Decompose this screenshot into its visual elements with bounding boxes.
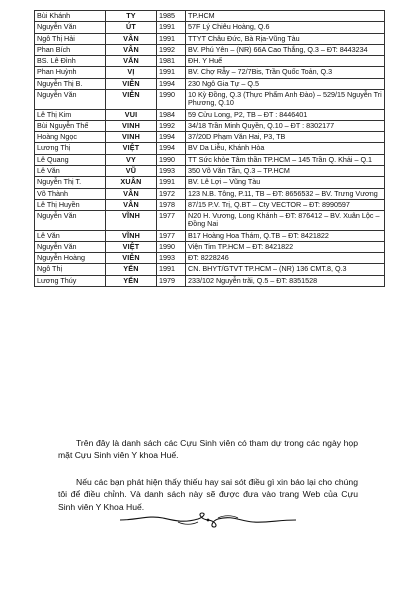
member-last-name: Ngô Thị <box>35 264 106 275</box>
graduation-year: 1985 <box>157 11 186 22</box>
member-address: 350 Võ Văn Tần, Q.3 – TP.HCM <box>186 165 385 176</box>
graduation-year: 1990 <box>157 154 186 165</box>
member-last-name: Hoàng Ngọc <box>35 132 106 143</box>
member-last-name: Nguyễn Văn <box>35 211 106 231</box>
member-address: CN. BHYT/GTVT TP.HCM – (NR) 136 CMT.8, Q.3 <box>186 264 385 275</box>
member-address: 233/102 Nguyễn trãi, Q.5 – ĐT: 8351528 <box>186 275 385 286</box>
member-last-name: Lê Thị Huyền <box>35 199 106 210</box>
member-first-name: VŨ <box>106 165 157 176</box>
roster-row <box>35 67 385 78</box>
roster-row <box>35 165 385 176</box>
roster-row <box>35 132 385 143</box>
member-first-name: VÂN <box>106 188 157 199</box>
roster-row <box>35 230 385 241</box>
graduation-year: 1981 <box>157 56 186 67</box>
graduation-year: 1992 <box>157 44 186 55</box>
graduation-year: 1984 <box>157 109 186 120</box>
graduation-year: 1990 <box>157 89 186 109</box>
member-last-name: Bùi Nguyễn Thế <box>35 120 106 131</box>
graduation-year: 1991 <box>157 67 186 78</box>
member-address: TTYT Châu Đức, Bà Rịa-Vũng Tàu <box>186 33 385 44</box>
graduation-year: 1991 <box>157 264 186 275</box>
member-last-name: Nguyễn Thị B. <box>35 78 106 89</box>
roster-row <box>35 89 385 109</box>
member-last-name: Ngô Thị Hải <box>35 33 106 44</box>
alumni-roster-table <box>34 10 385 287</box>
member-address: B17 Hoàng Hoa Thám, Q.TB – ĐT: 8421822 <box>186 230 385 241</box>
member-first-name: VẤN <box>106 56 157 67</box>
member-address: Viện Tim TP.HCM – ĐT: 8421822 <box>186 241 385 252</box>
decorative-divider-ornament <box>118 509 298 531</box>
graduation-year: 1978 <box>157 199 186 210</box>
member-address: 57F Lý Chiêu Hoàng, Q.6 <box>186 22 385 33</box>
member-address: TT Sức khỏe Tâm thần TP.HCM – 145 Trần Q. Khải – Q.1 <box>186 154 385 165</box>
member-first-name: VĨNH <box>106 230 157 241</box>
closing-paragraph-2 <box>58 476 358 513</box>
closing-paragraph-1 <box>58 437 358 462</box>
member-address: TP.HCM <box>186 11 385 22</box>
member-last-name: Lê Văn <box>35 165 106 176</box>
member-address: BV. Chợ Rẫy – 72/7Bis, Trần Quốc Toản, Q.3 <box>186 67 385 78</box>
member-first-name: VÂN <box>106 33 157 44</box>
graduation-year: 1991 <box>157 177 186 188</box>
roster-row <box>35 154 385 165</box>
member-address: ĐT: 8228246 <box>186 253 385 264</box>
roster-row <box>35 264 385 275</box>
roster-row <box>35 109 385 120</box>
roster-row <box>35 11 385 22</box>
member-first-name: TY <box>106 11 157 22</box>
member-last-name: Nguyễn Văn <box>35 241 106 252</box>
roster-row <box>35 78 385 89</box>
member-address: 123 N.B. Tông, P.11, TB – ĐT: 8656532 – BV. Trưng Vương <box>186 188 385 199</box>
member-address: 230 Ngô Gia Tự – Q.5 <box>186 78 385 89</box>
member-address: 59 Cửu Long, P2, TB – ĐT : 8446401 <box>186 109 385 120</box>
roster-row <box>35 143 385 154</box>
member-last-name: Nguyễn Hoàng <box>35 253 106 264</box>
member-address: 34/18 Trần Minh Quyền, Q.10 – ĐT : 8302177 <box>186 120 385 131</box>
roster-row <box>35 275 385 286</box>
member-last-name: BS. Lê Đình <box>35 56 106 67</box>
graduation-year: 1977 <box>157 211 186 231</box>
roster-row <box>35 120 385 131</box>
graduation-year: 1990 <box>157 241 186 252</box>
member-address: ĐH. Y Huế <box>186 56 385 67</box>
member-last-name: Phan Huỳnh <box>35 67 106 78</box>
graduation-year: 1994 <box>157 78 186 89</box>
member-first-name: VIÊN <box>106 253 157 264</box>
graduation-year: 1993 <box>157 165 186 176</box>
closing-paragraph-2-text: Nếu các bạn phát hiện thấy thiếu hay sai sót điều gì xin báo lại cho chúng tôi để điều chỉnh. Và danh sách này sẽ được đưa vào trang Web của Cựu Sinh viên Y Khoa Huế. <box>58 477 358 512</box>
member-address: 37/20D Phạm Văn Hai, P3, TB <box>186 132 385 143</box>
member-first-name: VIỆT <box>106 143 157 154</box>
member-first-name: VIỆT <box>106 241 157 252</box>
roster-row <box>35 211 385 231</box>
roster-row <box>35 177 385 188</box>
member-first-name: VINH <box>106 132 157 143</box>
member-first-name: VỊ <box>106 67 157 78</box>
member-first-name: YẾN <box>106 264 157 275</box>
member-first-name: VÂN <box>106 44 157 55</box>
roster-row <box>35 44 385 55</box>
member-address: BV. Lê Lợi – Vũng Tàu <box>186 177 385 188</box>
member-last-name: Lương Thúy <box>35 275 106 286</box>
member-last-name: Nguyễn Văn <box>35 89 106 109</box>
roster-row <box>35 188 385 199</box>
roster-row <box>35 253 385 264</box>
member-first-name: VUI <box>106 109 157 120</box>
member-first-name: VÂN <box>106 199 157 210</box>
member-first-name: VĨNH <box>106 211 157 231</box>
graduation-year: 1972 <box>157 188 186 199</box>
member-first-name: VY <box>106 154 157 165</box>
member-address: BV. Phú Yên – (NR) 66A Cao Thắng, Q.3 – ĐT: 8443234 <box>186 44 385 55</box>
graduation-year: 1994 <box>157 143 186 154</box>
member-last-name: Phan Bích <box>35 44 106 55</box>
roster-row <box>35 56 385 67</box>
member-address: BV Da Liễu, Khánh Hòa <box>186 143 385 154</box>
member-address: 87/15 P.V. Trị, Q.BT – Cty VECTOR – ĐT: 8990597 <box>186 199 385 210</box>
roster-row <box>35 199 385 210</box>
graduation-year: 1993 <box>157 253 186 264</box>
graduation-year: 1991 <box>157 22 186 33</box>
member-first-name: VINH <box>106 120 157 131</box>
graduation-year: 1994 <box>157 132 186 143</box>
member-first-name: YẾN <box>106 275 157 286</box>
member-last-name: Lương Thị <box>35 143 106 154</box>
member-first-name: XUÂN <box>106 177 157 188</box>
member-last-name: Võ Thành <box>35 188 106 199</box>
member-last-name: Lê Quang <box>35 154 106 165</box>
member-first-name: VIÊN <box>106 78 157 89</box>
graduation-year: 1991 <box>157 33 186 44</box>
member-first-name: VIỄN <box>106 89 157 109</box>
roster-body <box>35 11 385 287</box>
member-last-name: Lê Văn <box>35 230 106 241</box>
member-last-name: Nguyễn Thị T. <box>35 177 106 188</box>
graduation-year: 1979 <box>157 275 186 286</box>
member-last-name: Bùi Khánh <box>35 11 106 22</box>
roster-row <box>35 241 385 252</box>
roster-row <box>35 33 385 44</box>
roster-row <box>35 22 385 33</box>
graduation-year: 1977 <box>157 230 186 241</box>
member-last-name: Nguyễn Văn <box>35 22 106 33</box>
graduation-year: 1992 <box>157 120 186 131</box>
closing-paragraph-1-text: Trên đây là danh sách các Cựu Sinh viên có tham dự trong các ngày họp mặt Cựu Sinh viên Y khoa Huế. <box>58 438 358 461</box>
member-first-name: ÚT <box>106 22 157 33</box>
member-address: 10 Kỳ Đồng, Q.3 (Thực Phẩm Anh Đào) – 529/15 Nguyễn Tri Phương, Q.10 <box>186 89 385 109</box>
member-address: N20 H. Vương, Long Khánh – ĐT: 876412 – BV. Xuân Lộc – Đồng Nai <box>186 211 385 231</box>
member-last-name: Lê Thị Kim <box>35 109 106 120</box>
